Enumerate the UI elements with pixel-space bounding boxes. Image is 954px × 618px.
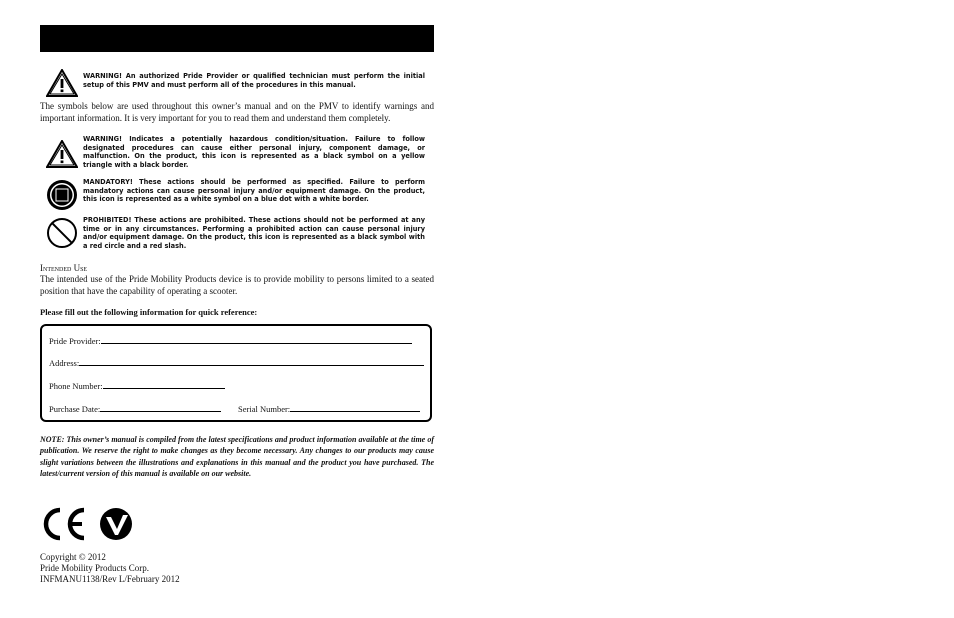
ce-logo — [40, 507, 88, 546]
address-label: Address: — [49, 358, 80, 368]
form-instruction: Please fill out the following information for quick reference: — [40, 307, 258, 317]
section-header-bar — [40, 25, 434, 52]
symbol-warning — [45, 135, 425, 171]
symbol-prohibited-text: PROHIBITED! These actions are prohibited. These actions should not be performed at any time or in any circumstances. Performing a prohibited action can cause personal injury and/or equipment damage. On the product, this icon is represented as a black symbol with a red circle and a red slash. — [83, 216, 425, 250]
prohibited-icon — [45, 216, 79, 250]
intro-paragraph: The symbols below are used throughout this owner’s manual and on the PMV to identify warnings and important information. It is very important for you to read them and understand them completely. — [40, 101, 434, 123]
revision-line: INFMANU1138/Rev L/February 2012 — [40, 574, 180, 584]
serial-label: Serial Number: — [238, 404, 291, 414]
provider-field[interactable] — [49, 335, 412, 346]
symbol-warning-text: WARNING! Indicates a potentially hazardous condition/situation. Failure to follow designated procedures can cause either personal injury, component damage, or malfunction. On the product, this icon is represented as a black symbol on a yellow triangle with a black border. — [83, 135, 425, 169]
purchase-date-field[interactable] — [49, 403, 221, 414]
purchase-line[interactable] — [100, 403, 221, 412]
warning-triangle-icon — [45, 137, 79, 171]
intended-use-body: The intended use of the Pride Mobility Products device is to provide mobility to persons limited to a seated position that have the capability of operating a scooter. — [40, 274, 434, 296]
address-field[interactable] — [49, 357, 424, 368]
rcm-check-logo — [98, 507, 134, 546]
company-line: Pride Mobility Products Corp. — [40, 563, 150, 573]
symbol-mandatory-text: MANDATORY! These actions should be performed as specified. Failure to perform mandatory actions can cause personal injury and/or equipment damage. On the product, this icon is represented as a white symbol on a blue dot with a white border. — [83, 178, 425, 204]
serial-number-field[interactable] — [238, 403, 420, 414]
copyright-block — [40, 552, 180, 585]
phone-field[interactable] — [49, 380, 225, 391]
symbol-mandatory — [45, 178, 425, 212]
top-warning-text: WARNING! An authorized Pride Provider or qualified technician must perform the initial setup of this PMV and must perform all of the procedures in this manual. — [83, 72, 425, 89]
copyright-line: Copyright © 2012 — [40, 552, 106, 562]
intended-use-heading: Intended Use — [40, 263, 88, 273]
phone-label: Phone Number: — [49, 381, 103, 391]
quick-reference-form — [40, 324, 432, 422]
phone-line[interactable] — [103, 380, 225, 389]
provider-line[interactable] — [101, 335, 412, 344]
purchase-label: Purchase Date: — [49, 404, 101, 414]
warning-triangle-icon — [45, 66, 79, 100]
note-paragraph: NOTE: This owner’s manual is compiled from the latest specifications and product information available at the time of publication. We reserve the right to make changes as they become necessary. Any changes to our products may cause slight variations between the illustrations and explanations in this manual and the product you have purchased. The latest/current version of this manual is available on our website. — [40, 435, 434, 478]
mandatory-dot-icon — [45, 178, 79, 212]
symbol-prohibited — [45, 216, 425, 250]
top-warning — [45, 66, 425, 100]
address-line[interactable] — [79, 357, 424, 366]
provider-label: Pride Provider: — [49, 336, 101, 346]
serial-line[interactable] — [290, 403, 420, 412]
